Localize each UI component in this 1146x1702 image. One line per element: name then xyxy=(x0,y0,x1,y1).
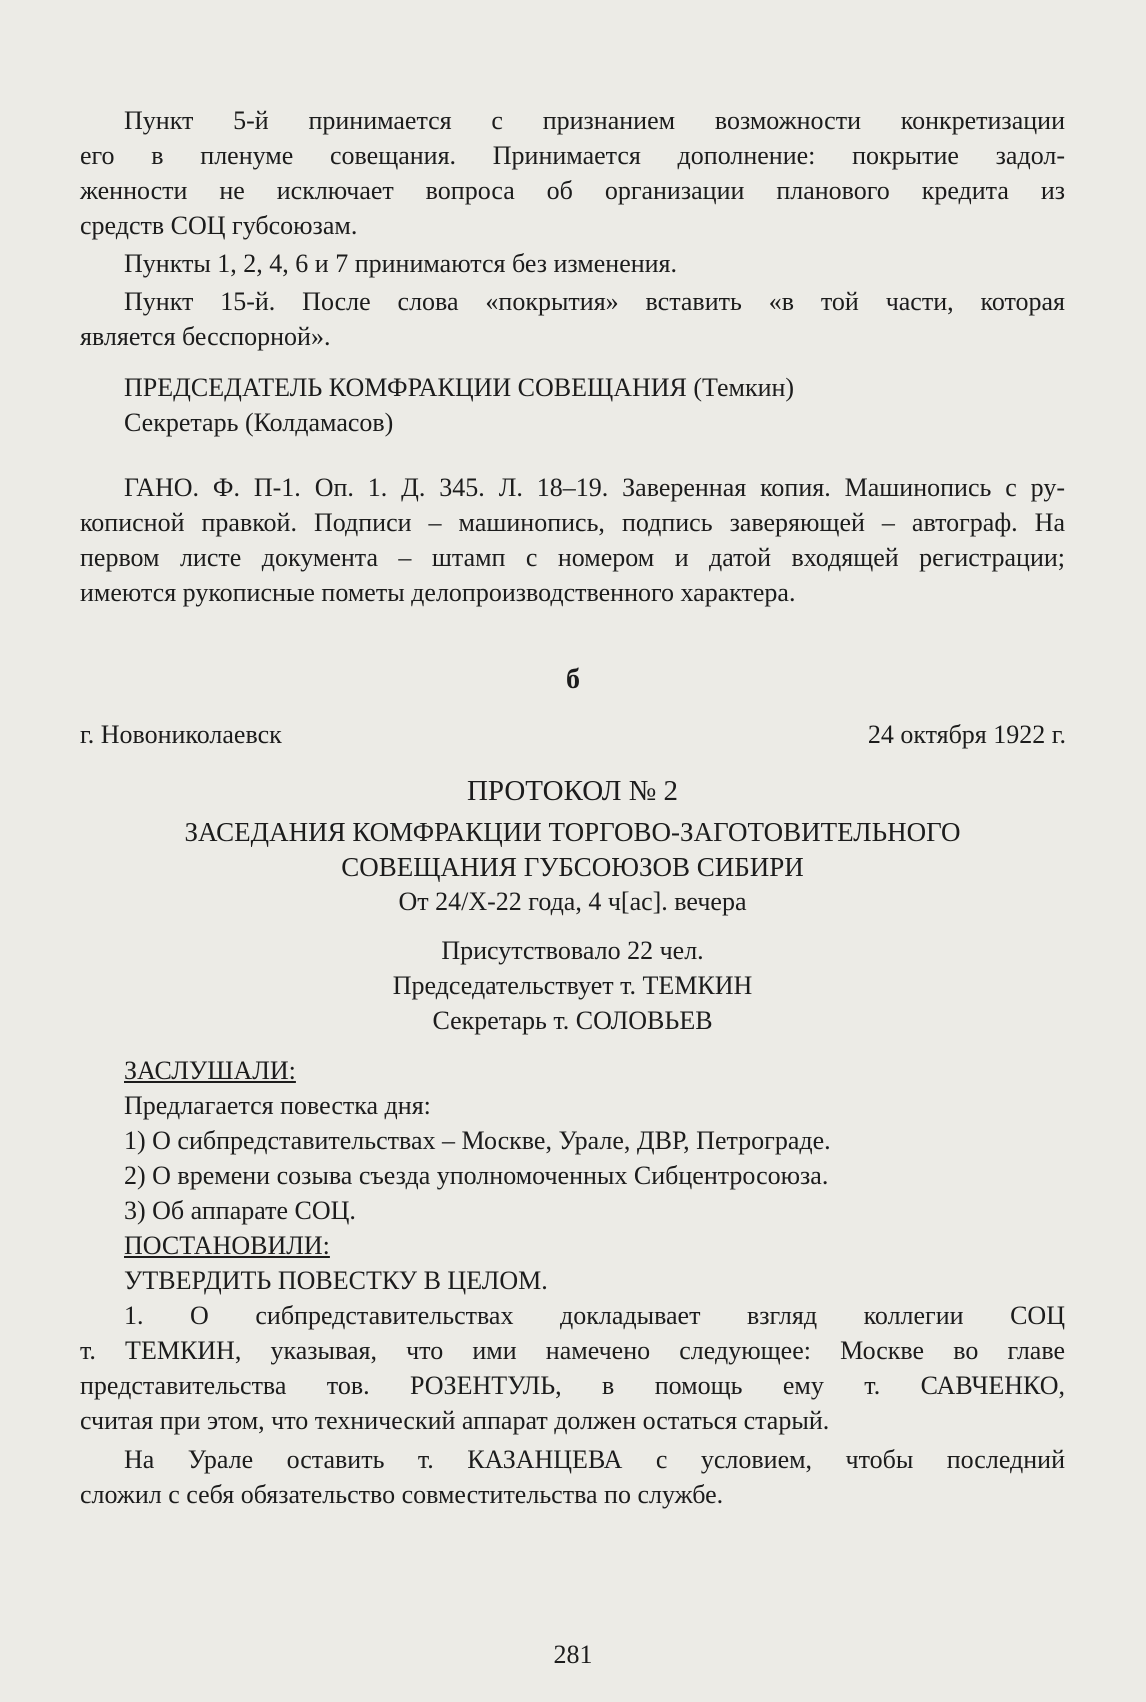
protocol-subtitle: СОВЕЩАНИЯ ГУБСОЮЗОВ СИБИРИ xyxy=(341,852,804,882)
secretary-signature: Секретарь (Колдамасов) xyxy=(124,408,394,437)
date: 24 октября 1922 г. xyxy=(867,720,1066,749)
chairman-signature: ПРЕДСЕДАТЕЛЬ КОМФРАКЦИИ СОВЕЩАНИЯ (Темкин) xyxy=(124,373,795,402)
protocol-present: Присутствовало 22 чел. xyxy=(441,936,704,965)
text-line: средств СОЦ губсоюзам. xyxy=(80,211,358,240)
text-line: первом листе документа – штамп с номером и датой входящей регистрации; xyxy=(80,543,1065,572)
paragraph-representations xyxy=(80,1298,1065,1438)
text-line: ГАНО. Ф. П-1. Оп. 1. Д. 345. Л. 18–19. Заверенная копия. Машинопись с ру- xyxy=(124,473,1065,502)
text-line: Пункт 5-й принимается с признанием возможности конкретизации xyxy=(124,106,1065,135)
resolved-heading: ПОСТАНОВИЛИ: xyxy=(124,1231,330,1260)
agenda-item: 3) Об аппарате СОЦ. xyxy=(124,1196,356,1225)
text-line: кописной правкой. Подписи – машинопись, подпись заверяющей – автограф. На xyxy=(80,508,1065,537)
protocol-secretary: Секретарь т. СОЛОВЬЕВ xyxy=(432,1006,713,1035)
text-line: сложил с себя обязательство совместительства по службе. xyxy=(80,1480,724,1509)
agenda-intro: Предлагается повестка дня: xyxy=(124,1091,431,1120)
protocol-subtitle: ЗАСЕДАНИЯ КОМФРАКЦИИ ТОРГОВО-ЗАГОТОВИТЕЛЬНОГО xyxy=(184,817,961,847)
resolved-text: УТВЕРДИТЬ ПОВЕСТКУ В ЦЕЛОМ. xyxy=(124,1266,548,1295)
paragraph-point-15 xyxy=(80,284,1065,354)
text-line: Пункт 15-й. После слова «покрытия» вставить «в той части, которая xyxy=(124,287,1065,316)
page-number: 281 xyxy=(553,1640,593,1669)
archive-reference-note xyxy=(80,470,1065,610)
agenda-item: 1) О сибпредставительствах – Москве, Урале, ДВР, Петрограде. xyxy=(124,1126,831,1155)
paragraph-points-unchanged: Пункты 1, 2, 4, 6 и 7 принимаются без изменения. xyxy=(124,249,678,278)
heard-heading: ЗАСЛУШАЛИ: xyxy=(124,1056,296,1085)
paragraph-point-5 xyxy=(80,103,1065,243)
protocol-time: От 24/X-22 года, 4 ч[ас]. вечера xyxy=(398,887,747,916)
place: г. Новониколаевск xyxy=(80,720,282,749)
agenda-item: 2) О времени созыва съезда уполномоченных Сибцентросоюза. xyxy=(124,1161,829,1190)
heard-section xyxy=(124,1053,1065,1298)
text-line: т. ТЕМКИН, указывая, что ими намечено следующее: Москве во главе xyxy=(80,1336,1065,1365)
section-letter: б xyxy=(566,664,580,695)
text-line: На Урале оставить т. КАЗАНЦЕВА с условием, чтобы последний xyxy=(124,1445,1065,1474)
protocol-chair: Председательствует т. ТЕМКИН xyxy=(392,971,753,1000)
text-line: считая при этом, что технический аппарат должен остаться старый. xyxy=(80,1406,830,1435)
text-line: его в пленуме совещания. Принимается дополнение: покрытие задол- xyxy=(80,141,1065,170)
text-line: является бесспорной». xyxy=(80,322,331,351)
text-line: представительства тов. РОЗЕНТУЛЬ, в помощь ему т. САВЧЕНКО, xyxy=(80,1371,1065,1400)
text-line: 1. О сибпредставительствах докладывает взгляд коллегии СОЦ xyxy=(124,1301,1065,1330)
protocol-title: ПРОТОКОЛ № 2 xyxy=(466,775,679,807)
text-line: женности не исключает вопроса об организации планового кредита из xyxy=(80,176,1065,205)
paragraph-ural xyxy=(80,1442,1065,1512)
text-line: имеются рукописные пометы делопроизводственного характера. xyxy=(80,578,796,607)
